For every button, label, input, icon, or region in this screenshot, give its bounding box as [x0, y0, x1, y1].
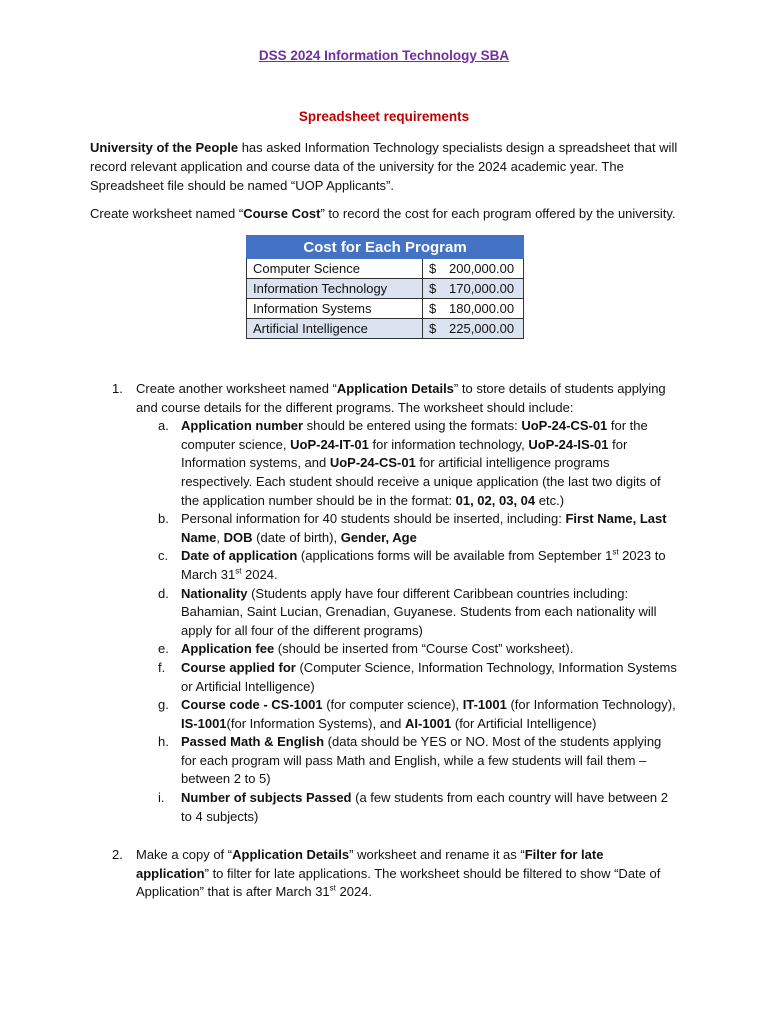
sub-list-item: h. Passed Math & English (data should be YES or NO. Most of the students applying for each program will pass Math and English, while a few students will fail them – between 2 to 5): [158, 734, 662, 787]
org-name: University of the People: [90, 140, 239, 155]
sub-list: [136, 417, 680, 826]
program-cell: Information Systems: [247, 299, 423, 319]
section-title: Spreadsheet requirements: [298, 109, 470, 124]
amount-cell: $ 180,000.00: [423, 299, 524, 319]
program-cell: Computer Science: [247, 259, 423, 279]
sub-list-item: g. Course code - CS-1001 (for computer science), IT-1001 (for Information Technology), IS-1001(for Information Systems), and AI-1001 (for Artificial Intelligence): [158, 697, 676, 731]
sub-list-item: a. Application number should be entered using the formats: UoP-24-CS-01 for the computer science, UoP-24-IT-01 for information technology, UoP-24-IS-01 for Information systems, and UoP-24-CS-01 for artificial intelligence programs respectively. Each student should receive a unique application (the last two digits of the application number should be in the format: 01, 02, 03, 04 etc.): [158, 418, 661, 508]
table-row: [247, 259, 524, 279]
cost-table-header: [247, 236, 524, 259]
sub-list-item: f. Course applied for (Computer Science, Information Technology, Information Systems or Artificial Intelligence): [158, 659, 677, 694]
sub-list-item: c. Date of application (applications forms will be available from September 1st 2023 to March 31st 2024.: [158, 548, 666, 582]
sub-list-item: d. Nationality (Students apply have four different Caribbean countries including: Bahamian, Saint Lucian, Grenadian, Guyanese. Students from each nationality will apply for all four of the different programs): [158, 585, 657, 638]
intro-paragraph: University of the People has asked Information Technology specialists design a spreadsheet that will record relevant application and course data of the university for the 2024 academic year. The Spreadsheet file should be named “UOP Applicants”.: [90, 140, 678, 193]
document-title: DSS 2024 Information Technology SBA: [258, 48, 510, 63]
list-item: 1. Create another worksheet named “Application Details” to store details of students applying and course details for the different programs. The worksheet should include: a. Application number should be entered using the formats: UoP-24-CS-01 for the computer science, UoP-24-IT-01 for information technology, UoP-24-IS-01 for Information systems, and UoP-24-CS-01 for artificial intelligence programs respectively. Each student should receive a unique application (the last two digits of the application number should be in the format: 01, 02, 03, 04 etc.) b. Personal information for 40 students should be inserted, including: First Name, Last Name, DOB (date of birth), Gender, Age c. Date of application (applications forms will be available from September 1st 2023 to March 31st 2024. d. Nationality (Students apply have four different Caribbean countries including: Bahamian, Saint Lucian, Grenadian, Guyanese. Students from each nationality will apply for all four of the different programs) e. Application fee (should be inserted from “Course Cost” worksheet). f. Course applied for (Computer Science, Information Technology, Information Systems or Artificial Intelligence) g. Course code - CS-1001 (for computer science), IT-1001 (for Information Technology), IS-1001(for Information Systems), and AI-1001 (for Artificial Intelligence) h. Passed Math & English (data should be YES or NO. Most of the students applying for each program will pass Math and English, while a few students will fail them – between 2 to 5) i. Number of subjects Passed (a few students from each country will have between 2 to 4 subjects): [90, 380, 680, 826]
list-gap: [90, 826, 680, 846]
list-item-text: Make a copy of “Application Details” worksheet and rename it as “Filter for late application” to filter for late applications. The worksheet should be filtered to show “Date of Application” that is after March 31st 2024.: [136, 847, 661, 900]
worksheet-name: Course Cost: [243, 206, 321, 221]
table-row: [247, 279, 524, 299]
program-cell: Information Technology: [247, 279, 423, 299]
requirements-list: [90, 380, 680, 902]
table-row: [247, 299, 524, 319]
sub-list-item: b. Personal information for 40 students should be inserted, including: First Name, Last Name, DOB (date of birth), Gender, Age: [158, 511, 667, 545]
amount-cell: $ 200,000.00: [423, 259, 524, 279]
program-cell: Artificial Intelligence: [247, 319, 423, 339]
table-row: [247, 319, 524, 339]
list-item: 2. Make a copy of “Application Details” worksheet and rename it as “Filter for late application” to filter for late applications. The worksheet should be filtered to show “Date of Application” that is after March 31st 2024.: [90, 846, 680, 902]
sub-list-item: i. Number of subjects Passed (a few students from each country will have between 2 to 4 subjects): [158, 790, 668, 824]
list-item-text: Create another worksheet named “Application Details” to store details of students applying and course details for the different programs. The worksheet should include:: [136, 381, 666, 415]
sub-list-item: e. Application fee (should be inserted from “Course Cost” worksheet).: [158, 641, 574, 657]
amount-cell: $ 225,000.00: [423, 319, 524, 339]
cost-table-title: Cost for Each Program: [247, 236, 524, 259]
worksheet-instruction: Create worksheet named “Course Cost” to record the cost for each program offered by the university.: [90, 206, 676, 221]
cost-table: [246, 235, 524, 339]
amount-cell: $ 170,000.00: [423, 279, 524, 299]
